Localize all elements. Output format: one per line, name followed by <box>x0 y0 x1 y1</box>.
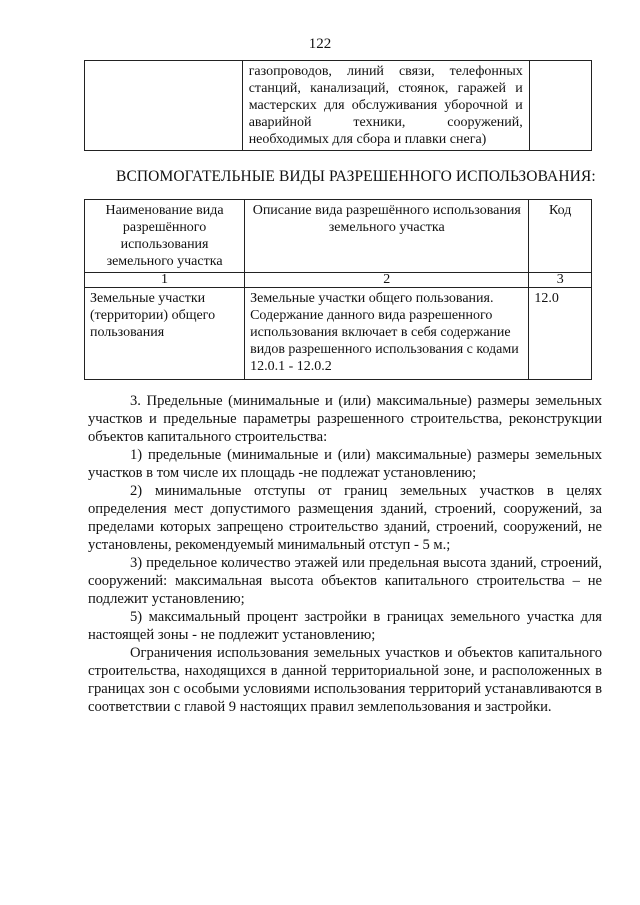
column-number: 1 <box>85 273 245 288</box>
column-number: 3 <box>529 273 592 288</box>
column-number-row <box>85 273 592 288</box>
auxiliary-uses-table <box>84 199 592 380</box>
section-heading: ВСПОМОГАТЕЛЬНЫЕ ВИДЫ РАЗРЕШЕННОГО ИСПОЛЬЗОВАНИЯ: <box>116 168 596 185</box>
table-cell-code <box>529 61 591 151</box>
use-description: Земельные участки общего пользования. Содержание данного вида разрешенного использования включает в себя содержание видов разрешенного использования с кодами 12.0.1 - 12.0.2 <box>245 288 529 380</box>
paragraph-item-2: 2) минимальные отступы от границ земельных участков в целях определения мест допустимого размещения зданий, строений, сооружений, за пределами которых запрещено строительство зданий, строений, сооружений, не установлены, рекомендуемый минимальный отступ - 5 м.; <box>88 483 602 553</box>
body-text <box>88 392 602 716</box>
table-cell-name <box>85 61 243 151</box>
paragraph-limits: 3. Предельные (минимальные и (или) максимальные) размеры земельных участков и предельные параметры разрешенного строительства, реконструкции объектов капитального строительства: <box>88 393 602 445</box>
page-number: 122 <box>308 36 332 52</box>
column-number: 2 <box>245 273 529 288</box>
header-code: Код <box>529 200 592 273</box>
continued-table <box>84 60 592 151</box>
paragraph-item-1: 1) предельные (минимальные и (или) максимальные) размеры земельных участков в том числе их площадь -не подлежат установлению; <box>88 447 602 481</box>
use-code: 12.0 <box>529 288 592 380</box>
paragraph-item-3: 3) предельное количество этажей или предельная высота зданий, строений, сооружений: максимальная высота объектов капитального строительства – не подлежит установлению; <box>88 555 602 607</box>
table-header-row <box>85 200 592 273</box>
table-row <box>85 288 592 380</box>
table-cell-description: газопроводов, линий связи, телефонных станций, канализаций, стоянок, гаражей и мастерских для обслуживания уборочной и аварийной техники, сооружений, необходимых для сбора и плавки снега) <box>242 61 529 151</box>
table-row <box>85 61 592 151</box>
paragraph-item-5: 5) максимальный процент застройки в границах земельного участка для настоящей зоны - не подлежит установлению; <box>88 609 602 643</box>
paragraph-restrictions: Ограничения использования земельных участков и объектов капитального строительства, находящихся в данной территориальной зоне, и расположенных в границах зон с особыми условиями использования территорий устанавливаются в соответствии с главой 9 настоящих правил землепользования и застройки. <box>88 645 602 715</box>
header-name: Наименование вида разрешённого использования земельного участка <box>85 200 245 273</box>
header-description: Описание вида разрешённого использования земельного участка <box>245 200 529 273</box>
use-name: Земельные участки (территории) общего пользования <box>85 288 245 380</box>
